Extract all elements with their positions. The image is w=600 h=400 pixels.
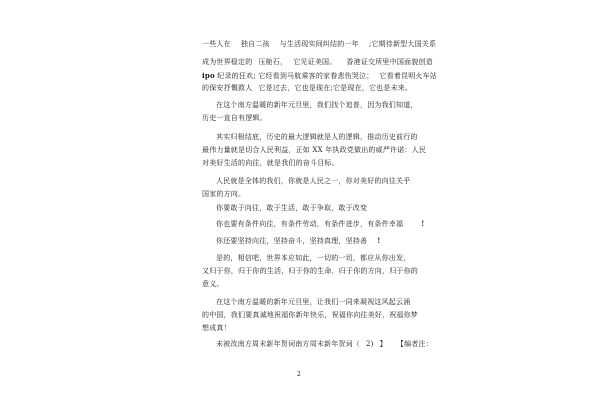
text-span: 慨救人 [230,84,253,92]
footer-note-line [216,340,433,349]
paragraph-line [216,236,380,246]
paragraph-line: 在这个南方温暖的新年元旦里，让我们一同来凝视这风起云涌 [216,298,411,306]
text-line [202,40,436,49]
text-span: ipo [202,71,215,80]
paragraph-line: 的中国，我们要真诚地祝福你新年快乐，祝福你向往美好，祝福你梦 [202,311,418,319]
paragraph-line [216,219,424,229]
text-span: ;它期待新型大国关系 [368,40,437,48]
text-span: 成为世界稳定的 [202,58,253,66]
text-span: 昆明火车站 [401,72,438,80]
text-span: 它是过去，它也是现在 [258,84,331,92]
text-span: 压舱石， [258,58,288,66]
text-span: ;它是现在，它也是未来。 [330,84,413,92]
paragraph-line: 意义。 [202,280,224,288]
text-span: ; 它 [253,72,266,80]
exclamation-mark: ! [421,219,425,228]
page-number: 2 [297,371,301,378]
text-span: 一些人在 [202,40,231,48]
paragraph-line: 想成真！ [202,324,231,332]
paragraph-line: 又归于你，归于你的生活，归于你的生命，归于你的方向，归于你的 [202,267,418,275]
text-line [202,71,437,81]
text-span: 2) [366,340,374,348]
text-span: 的保安抒 [202,84,231,92]
text-span: 你也要有条件向往，有条件劳动，有条件进步，有条件幸福 [216,220,404,228]
text-line [202,58,433,67]
paragraph-line: 是的，相信吧，世界本应如此，一切的一切，都应从你出发， [216,254,411,262]
paragraph-line: 历史一直自有逻辑。 [202,114,267,122]
exclamation-mark: ! [377,236,381,245]
paragraph-line: 人民就是全体的我们，你就是人民之一，你对美好的向往关乎 [216,177,411,185]
text-span: 香港证交所里中国面貌创造 [346,58,433,66]
text-span: 它看着 [379,72,402,80]
paragraph-line: 最伟力量就是切合人民利益，正如 XX 年执政党做出的威严许诺：人民 [202,146,427,154]
text-span: 与生活现实间纠结的一年 [279,40,359,48]
text-span: 】 [379,340,387,348]
paragraph-line: 你要敢于向往，敢于生活，敢于争取，敢于改变 [216,204,368,212]
text-span: 未被改南方周末新年贺词南方周末新年贺词（ [216,340,360,348]
text-span: 你还要坚持向往，坚持奋斗，坚持真理，坚持善 [216,237,368,245]
text-span: 独自二孩 [240,40,270,48]
paragraph-line: 在这个南方温暖的新年元旦里，我们找个追普，因为我们知道， [216,101,418,109]
text-span: 经看到马航乘客的家眷悲伤哭泣； [265,72,374,80]
paragraph-line: 国家的方向。 [202,190,246,198]
text-span: 它见证美国。 [293,58,337,66]
text-span: 【编者注： [396,340,433,348]
text-span: 纪录的狂欢 [214,72,254,80]
text-line [202,84,412,93]
paragraph-line: 其实归根结底，历史的最大逻辑就是人的逻辑，推动历史前行的 [216,133,418,141]
paragraph-line: 对美好生活的向往，就是我们的奋斗目标。 [202,159,339,167]
